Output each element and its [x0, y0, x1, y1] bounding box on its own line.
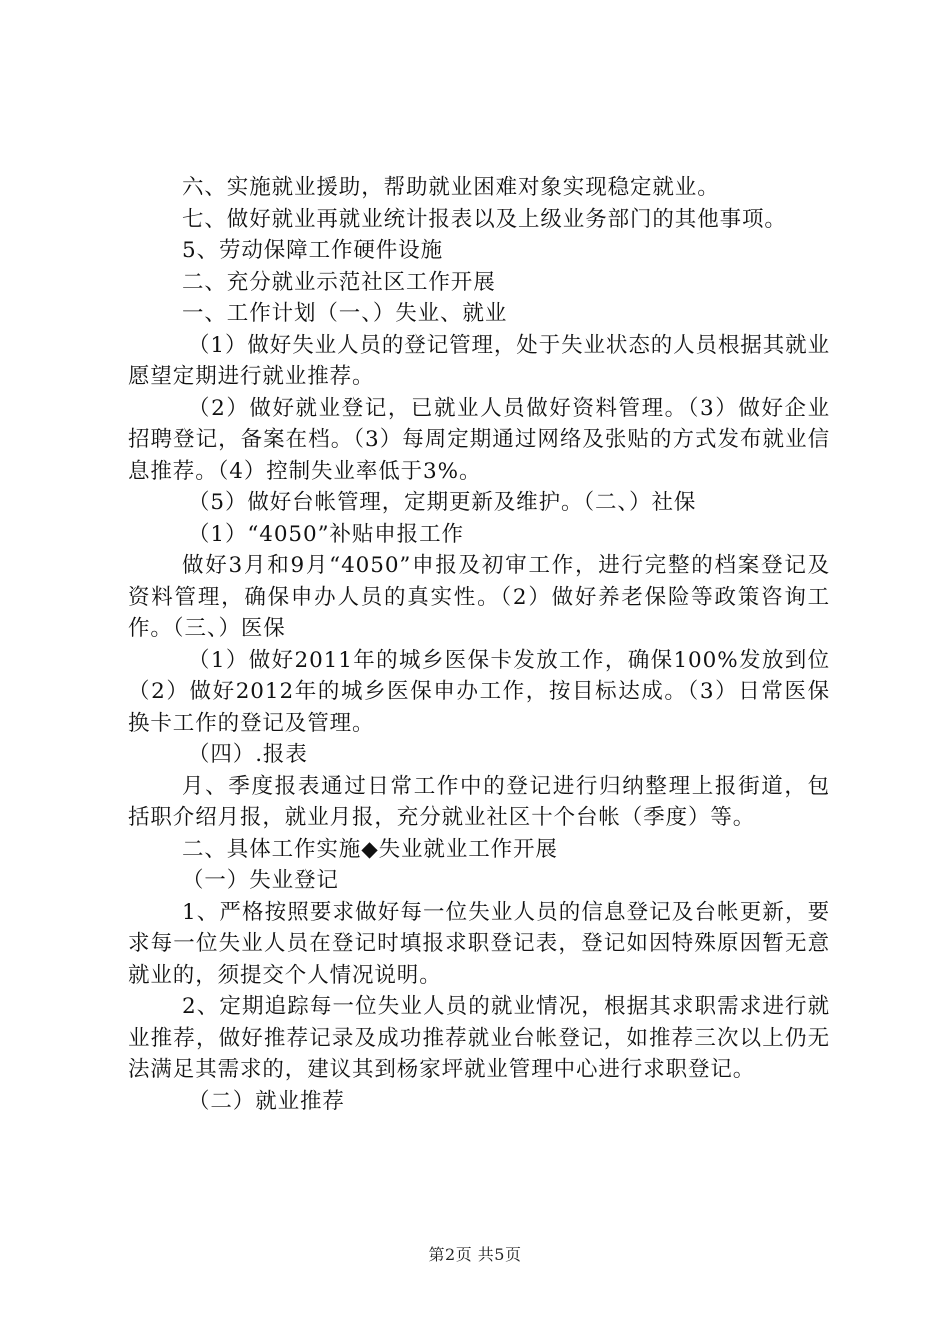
paragraph: （二）就业推荐	[188, 1088, 345, 1114]
document-body	[128, 172, 830, 1117]
paragraph: 二、充分就业示范社区工作开展	[182, 269, 496, 295]
paragraph: （四）.报表	[188, 742, 308, 767]
paragraph: 做好3月和9月“4050”申报及初审工作，进行完整的档案登记及资料管理，确保申办人员的真实性。（2）做好养老保险等政策咨询工作。（三、）医保	[128, 553, 830, 641]
paragraph: （5）做好台帐管理，定期更新及维护。（二、）社保	[188, 490, 697, 515]
paragraph: 月、季度报表通过日常工作中的登记进行归纳整理上报街道，包括职介绍月报，就业月报，充分就业社区十个台帐（季度）等。	[128, 773, 830, 830]
paragraph: 一、工作计划（一、）失业、就业	[182, 301, 508, 326]
paragraph: （1）“4050”补贴申报工作	[188, 521, 464, 547]
paragraph: 六、实施就业援助，帮助就业困难对象实现稳定就业。	[182, 175, 720, 200]
paragraph: （一）失业登记	[182, 868, 339, 893]
paragraph: （2）做好就业登记，已就业人员做好资料管理。（3）做好企业招聘登记，备案在档。（3）每周定期通过网络及张贴的方式发布就业信息推荐。（4）控制失业率低于3%。	[128, 395, 830, 484]
paragraph: （1）做好失业人员的登记管理，处于失业状态的人员根据其就业愿望定期进行就业推荐。	[128, 332, 830, 389]
paragraph: （1）做好2011年的城乡医保卡发放工作，确保100%发放到位（2）做好2012年的城乡医保申办工作，按目标达成。（3）日常医保换卡工作的登记及管理。	[128, 647, 830, 736]
paragraph: 1、严格按照要求做好每一位失业人员的信息登记及台帐更新，要求每一位失业人员在登记时填报求职登记表，登记如因特殊原因暂无意就业的，须提交个人情况说明。	[128, 899, 830, 988]
paragraph: 二、具体工作实施◆失业就业工作开展	[182, 836, 558, 862]
paragraph: 2、定期追踪每一位失业人员的就业情况，根据其求职需求进行就业推荐，做好推荐记录及成功推荐就业台帐登记，如推荐三次以上仍无法满足其需求的，建议其到杨家坪就业管理中心进行求职登记。	[128, 994, 830, 1082]
page-number-footer: 第2页 共5页	[428, 1245, 522, 1264]
paragraph: 七、做好就业再就业统计报表以及上级业务部门的其他事项。	[182, 206, 787, 232]
paragraph: 5、劳动保障工作硬件设施	[182, 238, 443, 263]
